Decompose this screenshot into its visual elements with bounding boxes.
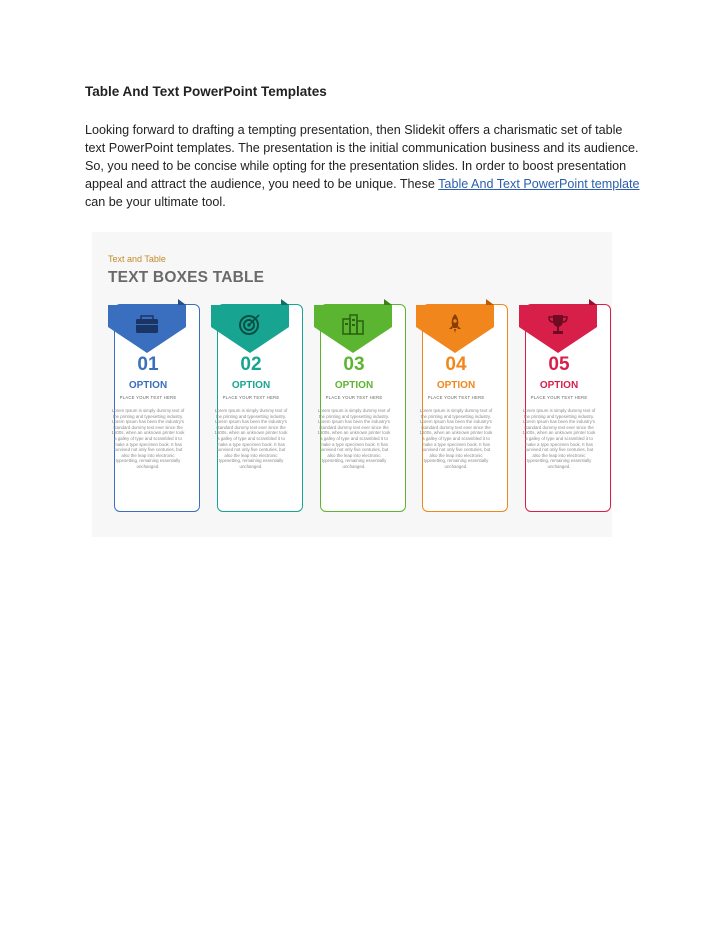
slide-image <box>92 232 612 537</box>
option-number-05: 05 <box>548 354 570 375</box>
option-body-05: Lorem Ipsum is simply dummy text of the printing and typesetting industry. Lorem Ipsum has been the industry's standard dummy text ever since the 1500s, when an unknown printer took a galley of type and scrambled it to make a type specimen book. It has survived not only five centuries, but also the leap into electronic typesetting, remaining essentially unchanged. <box>522 408 596 469</box>
option-label-04: OPTION <box>436 380 476 391</box>
option-placeholder-04: PLACE YOUR TEXT HERE <box>427 395 485 400</box>
option-body-02: Lorem Ipsum is simply dummy text of the printing and typesetting industry. Lorem Ipsum has been the industry's standard dummy text ever since the 1500s, when an unknown printer took a galley of type and scrambled it to make a type specimen book. It has survived not only five centuries, but also the leap into electronic typesetting, remaining essentially unchanged. <box>214 408 288 469</box>
option-number-03: 03 <box>343 354 365 375</box>
option-body-04: Lorem Ipsum is simply dummy text of the printing and typesetting industry. Lorem Ipsum has been the industry's standard dummy text ever since the 1500s, when an unknown printer took a galley of type and scrambled it to make a type specimen book. It has survived not only five centuries, but also the leap into electronic typesetting, remaining essentially unchanged. <box>419 408 493 469</box>
option-placeholder-01: PLACE YOUR TEXT HERE <box>119 395 177 400</box>
paragraph-text-before-link: Looking forward to drafting a tempting presentation, then Slidekit offers a charismatic set of table text PowerPoint templates. The presentation is the initial communication business and its audience. So, you need to be concise while opting for the presentation slides. In order to boost presentation appeal and attract the audience, you need to be unique. These <box>85 123 639 191</box>
option-number-04: 04 <box>445 354 467 375</box>
buildings-icon <box>339 312 367 336</box>
briefcase-icon <box>133 312 161 336</box>
option-number-02: 02 <box>240 354 262 375</box>
option-label-05: OPTION <box>539 380 579 391</box>
option-label-01: OPTION <box>128 380 168 391</box>
option-label-03: OPTION <box>334 380 374 391</box>
option-body-03: Lorem Ipsum is simply dummy text of the printing and typesetting industry. Lorem Ipsum has been the industry's standard dummy text ever since the 1500s, when an unknown printer took a galley of type and scrambled it to make a type specimen book. It has survived not only five centuries, but also the leap into electronic typesetting, remaining essentially unchanged. <box>317 408 391 469</box>
option-body-01: Lorem Ipsum is simply dummy text of the printing and typesetting industry. Lorem Ipsum has been the industry's standard dummy text ever since the 1500s, when an unknown printer took a galley of type and scrambled it to make a type specimen book. It has survived not only five centuries, but also the leap into electronic typesetting, remaining essentially unchanged. <box>111 408 185 469</box>
tab-fold <box>281 299 289 305</box>
target-icon <box>236 312 264 336</box>
slide-subtitle: Text and Table <box>108 254 166 264</box>
rocket-icon <box>441 312 469 336</box>
option-number-01: 01 <box>137 354 159 375</box>
option-label-02: OPTION <box>231 380 271 391</box>
template-link[interactable]: Table And Text PowerPoint template <box>438 177 640 191</box>
tab-fold <box>486 299 494 305</box>
intro-paragraph <box>85 121 645 211</box>
slide-title: TEXT BOXES TABLE <box>108 269 265 286</box>
option-placeholder-02: PLACE YOUR TEXT HERE <box>222 395 280 400</box>
tab-fold <box>178 299 186 305</box>
option-placeholder-05: PLACE YOUR TEXT HERE <box>530 395 588 400</box>
page-heading: Table And Text PowerPoint Templates <box>85 84 327 99</box>
tab-fold <box>384 299 392 305</box>
option-placeholder-03: PLACE YOUR TEXT HERE <box>325 395 383 400</box>
trophy-icon <box>544 312 572 336</box>
tab-fold <box>589 299 597 305</box>
paragraph-text-after-link: can be your ultimate tool. <box>85 195 226 209</box>
